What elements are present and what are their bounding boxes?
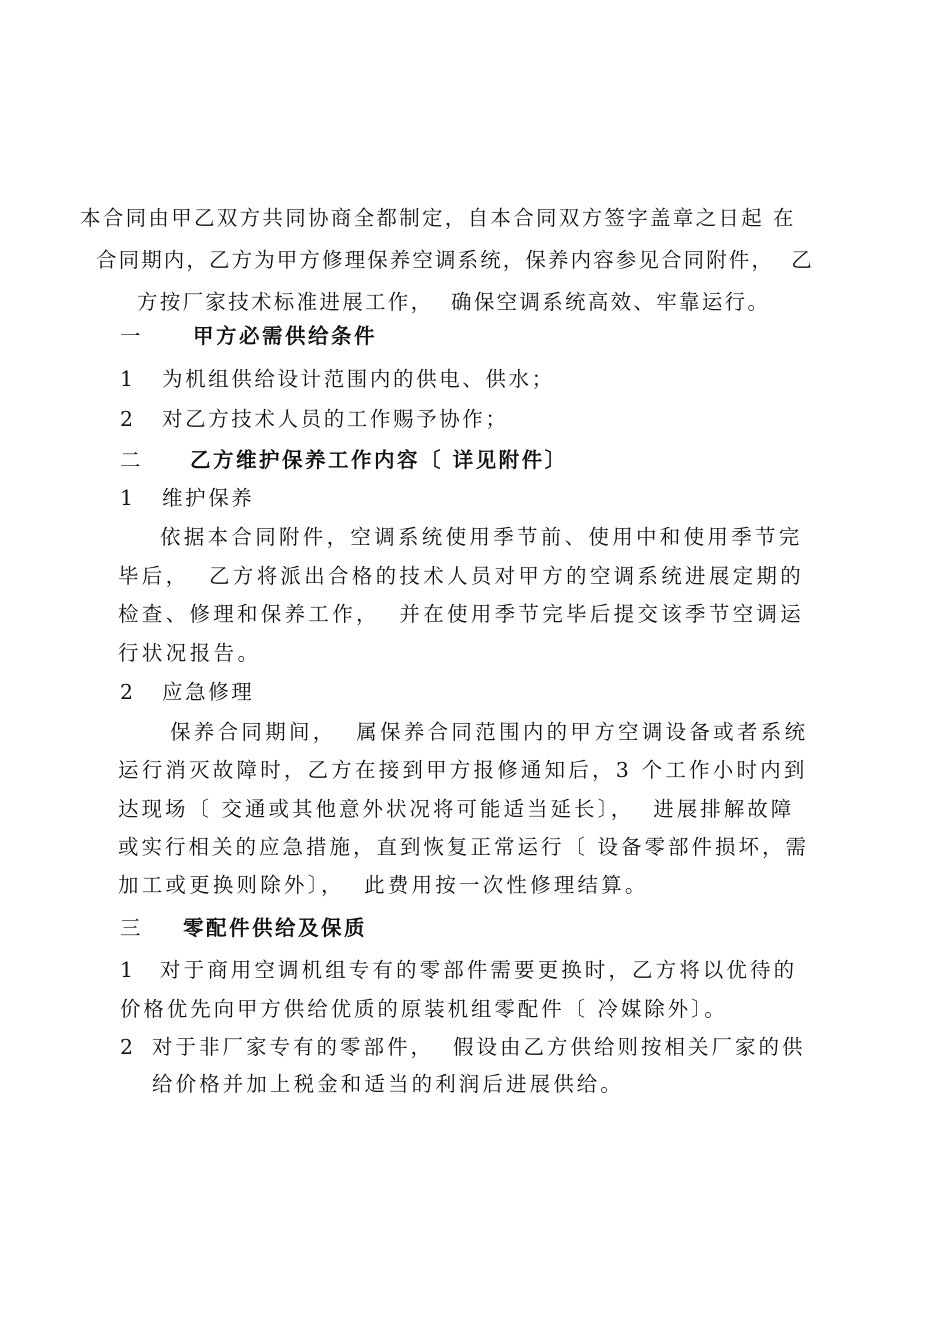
section-2-title: 乙方维护保养工作内容〔 详见附件〕 [190,448,568,472]
emergency-paragraph-line-2: 运行消灭故障时，乙方在接到甲方报修通知后，3 个工作小时内到 [118,758,808,782]
item-number: 1 [120,486,134,510]
section-3-item-2-line-2: 给价格并加上税金和适当的利润后进展供给。 [152,1072,624,1096]
maintenance-paragraph-line-3: 检查、修理和保养工作， 并在使用季节完毕后提交该季节空调运 [118,602,805,626]
item-text: 对于商用空调机组专有的零部件需要更换时，乙方将以优待的 [160,958,798,982]
maintenance-paragraph-line-4: 行状况报告。 [118,641,262,665]
item-text: 对于非厂家专有的零部件， 假设由乙方供给则按相关厂家的供 [152,1035,806,1059]
section-2-item-2 [120,677,254,707]
item-text: 维护保养 [162,486,255,510]
item-number: 2 [120,680,134,704]
item-text: 应急修理 [162,680,255,704]
section-2-heading [120,445,568,475]
section-3-item-1-line-1 [120,955,797,985]
item-number: 2 [120,407,134,431]
section-1-heading [120,321,377,351]
maintenance-paragraph-line-1: 依据本合同附件，空调系统使用季节前、使用中和使用季节完 [160,525,803,549]
section-2-item-1 [120,483,254,513]
section-3-item-1-line-2: 价格优先向甲方供给优质的原装机组零配件〔 冷媒除外〕。 [120,997,728,1021]
section-1-item-1 [120,364,555,394]
item-number: 2 [120,1035,134,1059]
section-3-heading [120,913,367,943]
emergency-paragraph-line-5: 加工或更换则除外〕， 此费用按一次性修理结算。 [118,873,649,897]
maintenance-paragraph-line-2: 毕后， 乙方将派出合格的技术人员对甲方的空调系统进展定期的 [118,564,805,588]
item-number: 1 [120,958,134,982]
emergency-paragraph-line-4: 或实行相关的应急措施，直到恢复正常运行〔 设备零部件损坏，需 [118,835,810,859]
section-1-number: 一 [120,324,143,348]
intro-line-2: 合同期内，乙方为甲方修理保养空调系统，保养内容参见合同附件， 乙 [96,248,814,272]
item-text: 为机组供给设计范围内的供电、供水； [162,367,555,391]
emergency-paragraph-line-3: 达现场〔 交通或其他意外状况将可能适当延长〕， 进展排解故障 [118,797,795,821]
section-3-title: 零配件供给及保质 [183,916,367,940]
section-2-number: 二 [120,448,143,472]
section-1-title: 甲方必需供给条件 [193,324,377,348]
intro-line-3: 方按厂家技术标准进展工作， 确保空调系统高效、牢靠运行。 [137,290,771,314]
intro-line-1: 本合同由甲乙双方共同协商全都制定，自本合同双方签字盖章之日起 在 [80,206,796,230]
section-1-item-2 [120,404,509,434]
item-number: 1 [120,367,134,391]
item-text: 对乙方技术人员的工作赐予协作； [162,407,509,431]
emergency-paragraph-line-1: 保养合同期间， 属保养合同范围内的甲方空调设备或者系统 [170,720,809,744]
section-3-number: 三 [120,916,143,940]
section-3-item-2-line-1 [120,1032,806,1062]
